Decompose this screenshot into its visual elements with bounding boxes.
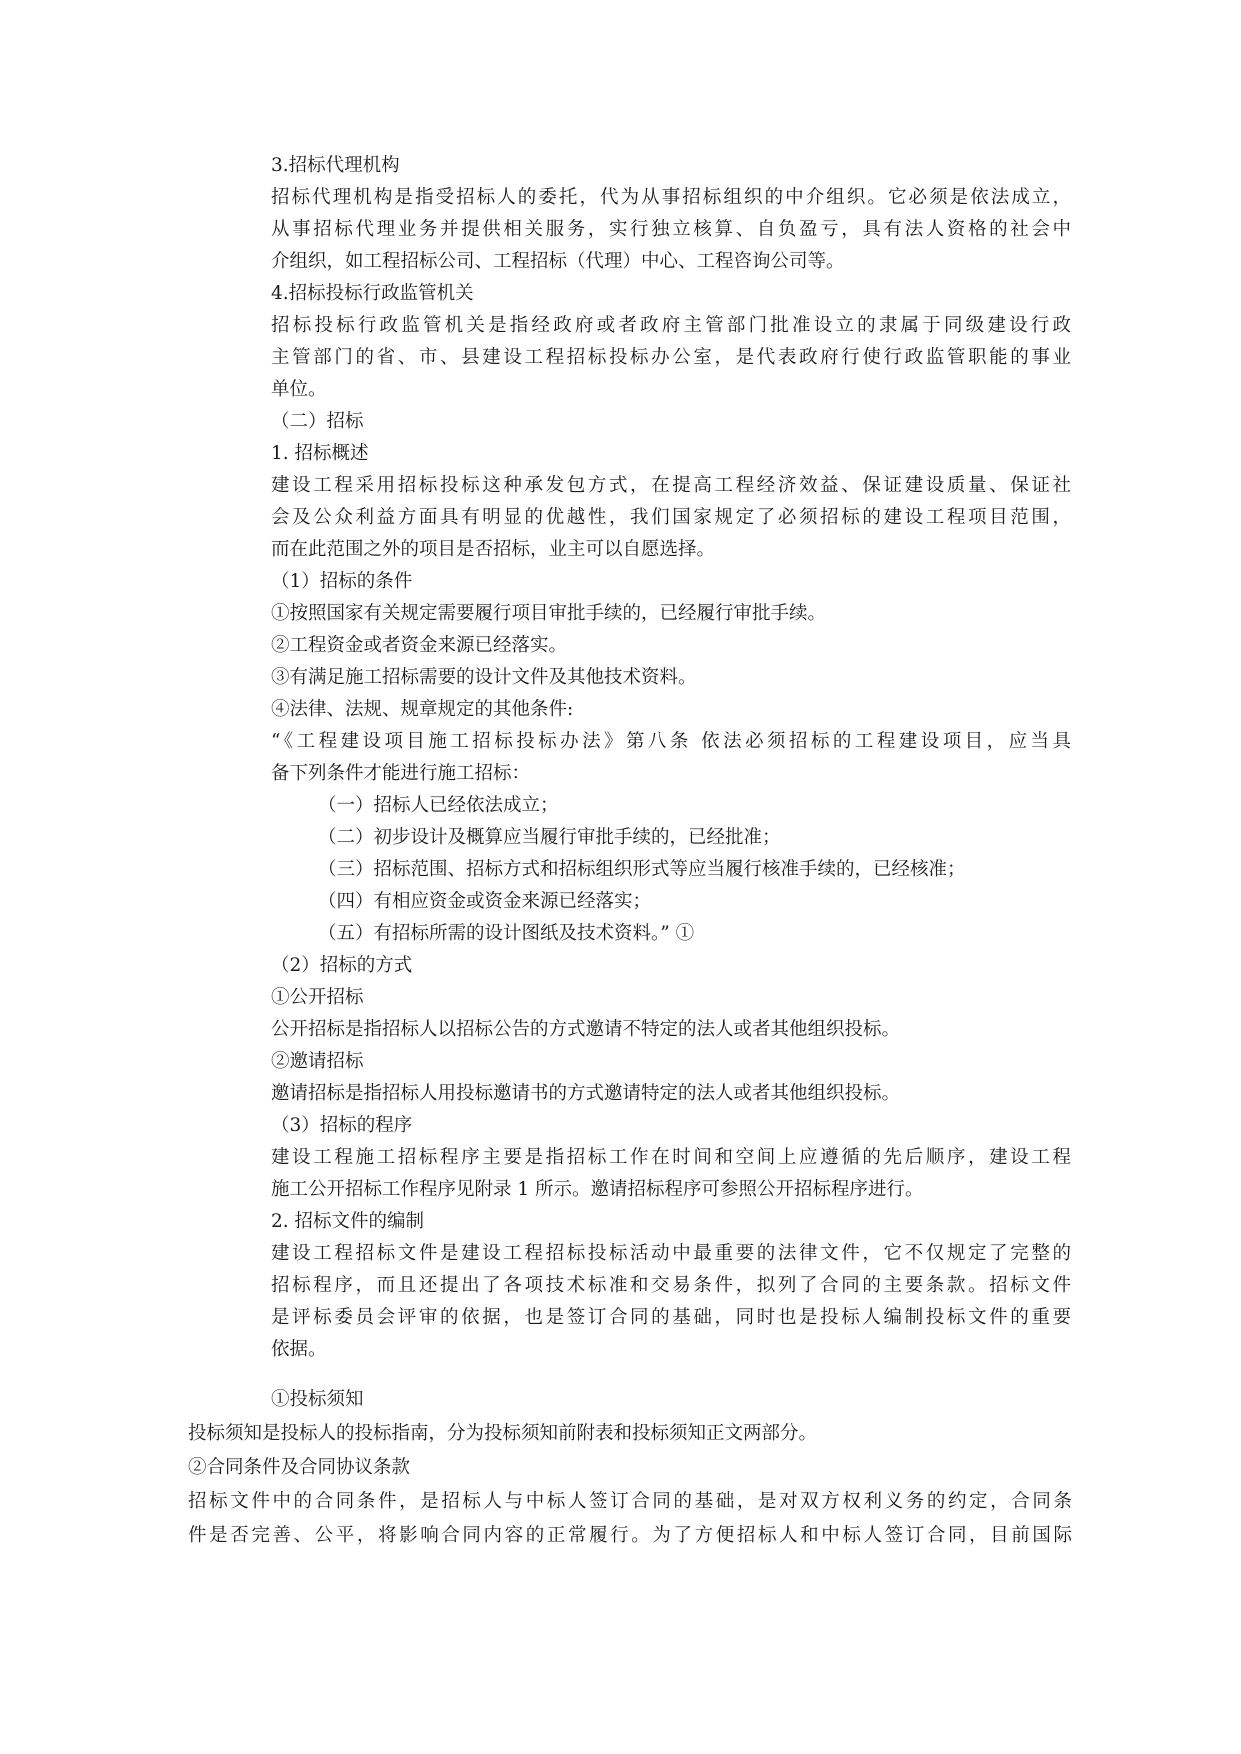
text-line: ③有满足施工招标需要的设计文件及其他技术资料。 <box>271 667 697 688</box>
text-line: ②合同条件及合同协议条款 <box>188 1457 411 1478</box>
text-line: 招标程序，而且还提出了各项技术标准和交易条件，拟列了合同的主要条款。招标文件 <box>271 1275 1071 1296</box>
text-line: 会及公众利益方面具有明显的优越性，我们国家规定了必须招标的建设工程项目范围， <box>271 507 1071 528</box>
text-line: ②邀请招标 <box>271 1051 364 1072</box>
text-line: “《工程建设项目施工招标投标办法》第八条 依法必须招标的工程建设项目，应当具 <box>271 731 1071 752</box>
text-line: 1. 招标概述 <box>271 443 369 464</box>
text-line: （二）初步设计及概算应当履行审批手续的，已经批准； <box>318 827 781 848</box>
text-line: 公开招标是指招标人以招标公告的方式邀请不特定的法人或者其他组织投标。 <box>271 1019 901 1040</box>
text-line: （二）招标 <box>271 411 364 432</box>
text-line: ①按照国家有关规定需要履行项目审批手续的，已经履行审批手续。 <box>271 603 827 624</box>
text-line: 单位。 <box>271 379 327 400</box>
text-line: 备下列条件才能进行施工招标： <box>271 763 531 784</box>
text-line: （四）有相应资金或资金来源已经落实； <box>318 891 652 912</box>
text-line: （1）招标的条件 <box>271 571 413 592</box>
text-line: 招标文件中的合同条件，是招标人与中标人签订合同的基础，是对双方权利义务的约定，合同条 <box>188 1491 1072 1512</box>
text-line: ①公开招标 <box>271 987 364 1008</box>
text-line: 主管部门的省、市、县建设工程招标投标办公室，是代表政府行使行政监管职能的事业 <box>271 347 1071 368</box>
text-line: 依据。 <box>271 1339 327 1360</box>
text-line: ④法律、法规、规章规定的其他条件: <box>271 699 574 720</box>
text-line: 是评标委员会评审的依据，也是签订合同的基础，同时也是投标人编制投标文件的重要 <box>271 1307 1071 1328</box>
text-line: （3）招标的程序 <box>271 1115 413 1136</box>
text-line: 介组织，如工程招标公司、工程招标（代理）中心、工程咨询公司等。 <box>271 251 845 272</box>
text-line: （三）招标范围、招标方式和招标组织形式等应当履行核准手续的，已经核准； <box>318 859 966 880</box>
text-line: 施工公开招标工作程序见附录 1 所示。邀请招标程序可参照公开招标程序进行。 <box>271 1179 924 1200</box>
text-line: 从事招标代理业务并提供相关服务，实行独立核算、自负盈亏，具有法人资格的社会中 <box>271 219 1071 240</box>
text-line: 而在此范围之外的项目是否招标，业主可以自愿选择。 <box>271 539 716 560</box>
text-line: ②工程资金或者资金来源已经落实。 <box>271 635 568 656</box>
text-line: （五）有招标所需的设计图纸及技术资料。” ① <box>318 923 695 944</box>
text-line: ①投标须知 <box>271 1389 364 1410</box>
text-line: 招标代理机构是指受招标人的委托，代为从事招标组织的中介组织。它必须是依法成立， <box>271 187 1071 208</box>
text-line: 投标须知是投标人的投标指南，分为投标须知前附表和投标须知正文两部分。 <box>188 1423 818 1444</box>
text-line: 建设工程施工招标程序主要是指招标工作在时间和空间上应遵循的先后顺序，建设工程 <box>271 1147 1071 1168</box>
text-line: 建设工程招标文件是建设工程招标投标活动中最重要的法律文件，它不仅规定了完整的 <box>271 1243 1071 1264</box>
text-line: 建设工程采用招标投标这种承发包方式，在提高工程经济效益、保证建设质量、保证社 <box>271 475 1071 496</box>
text-line: （一）招标人已经依法成立； <box>318 795 559 816</box>
text-line: 邀请招标是指招标人用投标邀请书的方式邀请特定的法人或者其他组织投标。 <box>271 1083 901 1104</box>
text-line: 3.招标代理机构 <box>271 155 400 176</box>
text-line: 招标投标行政监管机关是指经政府或者政府主管部门批准设立的隶属于同级建设行政 <box>271 315 1071 336</box>
text-line: 4.招标投标行政监管机关 <box>271 283 474 304</box>
text-line: 2. 招标文件的编制 <box>271 1211 425 1232</box>
text-line: （2）招标的方式 <box>271 955 413 976</box>
text-line: 件是否完善、公平，将影响合同内容的正常履行。为了方便招标人和中标人签订合同，目前国际 <box>188 1525 1072 1546</box>
